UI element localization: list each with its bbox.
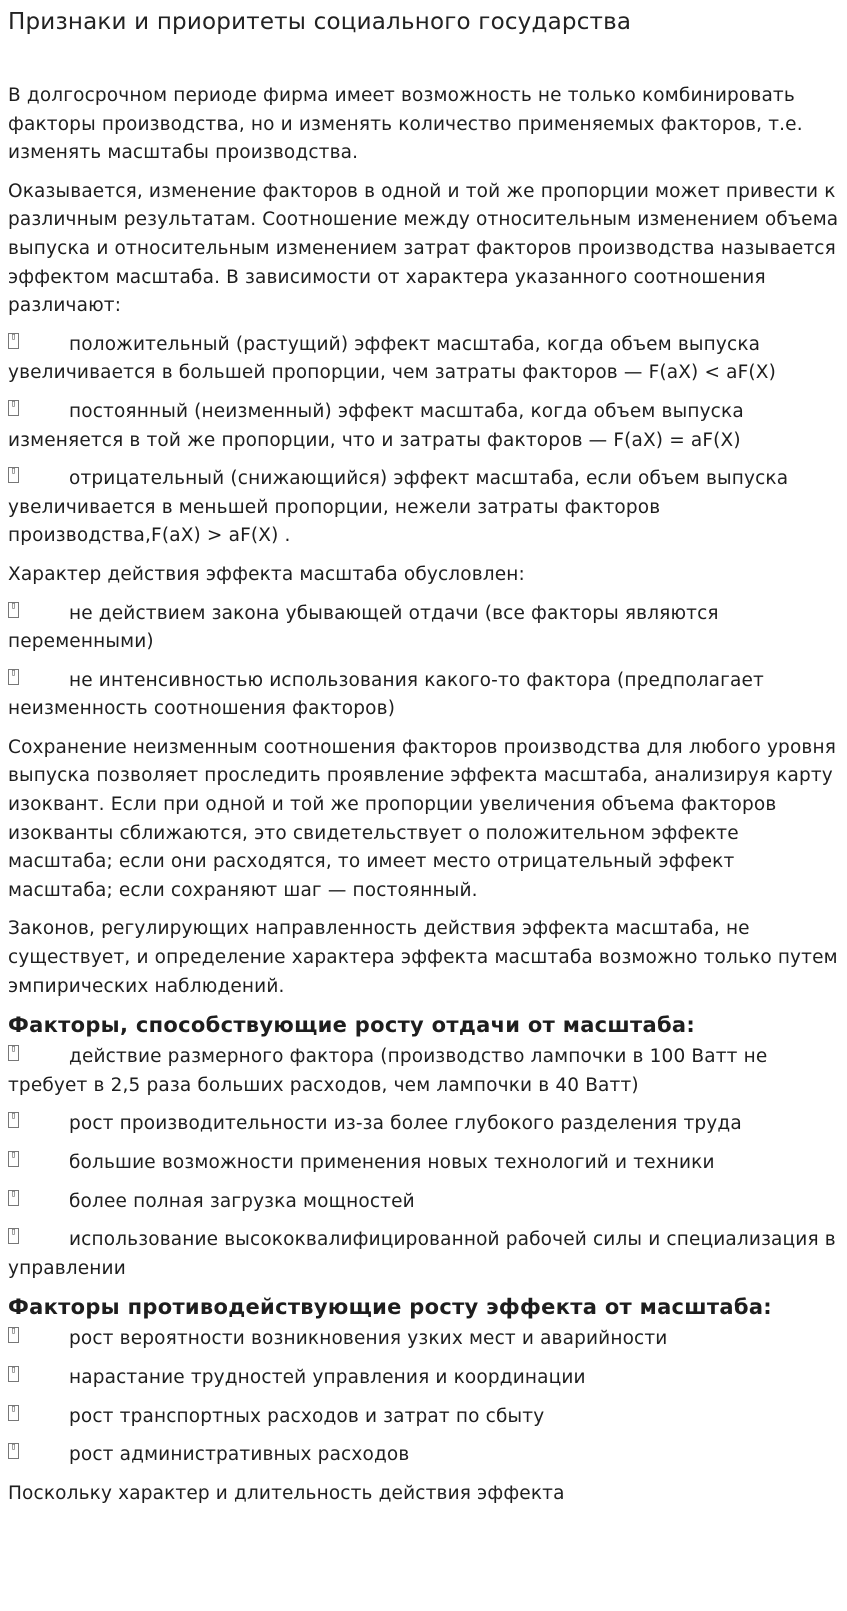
box-glyph-icon: ▯ <box>8 669 19 685</box>
list-item-text: рост административных расходов <box>69 1444 410 1466</box>
list-item-text: постоянный (неизменный) эффект масштаба, когда объем выпуска изменяется в той же пропорции, что и затраты факторов — F(aX) = aF(X) <box>8 400 744 451</box>
box-glyph-icon: ▯ <box>8 1045 19 1061</box>
list-item <box>8 1325 840 1354</box>
box-glyph-icon: ▯ <box>8 1112 19 1128</box>
article <box>8 0 840 1508</box>
box-glyph-icon: ▯ <box>8 1366 19 1382</box>
list-item-text: использование высококвалифицированной рабочей силы и специализация в управлении <box>8 1229 836 1279</box>
list-item-text: рост производительности из-за более глубокого разделения труда <box>69 1113 742 1135</box>
list-item <box>8 1364 840 1393</box>
list-item <box>8 1149 840 1178</box>
list-item <box>8 1188 840 1217</box>
box-glyph-icon: ▯ <box>8 602 19 618</box>
list-item-text: рост транспортных расходов и затрат по сбыту <box>69 1405 545 1427</box>
list-item-text: действие размерного фактора (производство лампочки в 100 Ватт не требует в 2,5 раза больших расходов, чем лампочки в 40 Ватт) <box>8 1046 768 1096</box>
box-glyph-icon: ▯ <box>8 1443 19 1459</box>
list-item-negative-effect <box>8 465 840 551</box>
list-item-text: не действием закона убывающей отдачи (все факторы являются переменными) <box>8 602 719 653</box>
list-item-text: большие возможности применения новых технологий и техники <box>69 1152 715 1173</box>
list-item-text: не интенсивностью использования какого-то фактора (предполагает неизменность соотношения факторов) <box>8 669 764 720</box>
box-glyph-icon: ▯ <box>8 1190 19 1206</box>
paragraph-intro: В долгосрочном периоде фирма имеет возможность не только комбинировать факторы производства, но и изменять количество применяемых факторов, т.е. изменять масштабы производства. <box>8 85 803 164</box>
list-item-no-intensity <box>8 667 840 724</box>
list-item-positive-effect <box>8 331 840 388</box>
box-glyph-icon: ▯ <box>8 467 19 483</box>
section-heading-decreasing: Факторы противодействующие росту эффекта от масштаба: <box>8 1295 772 1320</box>
list-item-constant-effect <box>8 398 840 455</box>
list-item <box>8 1110 840 1139</box>
paragraph-isoquant: Сохранение неизменным соотношения факторов производства для любого уровня выпуска позволяет проследить проявление эффекта масштаба, анализируя карту изоквант. Если при одной и той же пропорции увеличения объема факторов изокванты сближаются, это свидетельствует о положительном эффекте масштаба; если они расходятся, то имеет место отрицательный эффект масштаба; если сохраняют шаг — постоянный. <box>8 736 836 901</box>
paragraph-truncated: Поскольку характер и длительность действия эффекта <box>8 1482 565 1504</box>
page-title: Признаки и приоритеты социального государства <box>8 9 632 35</box>
box-glyph-icon: ▯ <box>8 1228 19 1244</box>
box-glyph-icon: ▯ <box>8 1405 19 1421</box>
list-item-text: отрицательный (снижающийся) эффект масштаба, если объем выпуска увеличивается в меньшей пропорции, нежели затраты факторов производства,F(aX) > aF(X) . <box>8 468 789 547</box>
box-glyph-icon: ▯ <box>8 333 19 349</box>
paragraph-character: Характер действия эффекта масштаба обусловлен: <box>8 563 525 585</box>
paragraph-scale-effect: Оказывается, изменение факторов в одной и той же пропорции может привести к различным результатам. Соотношение между относительным изменением объема выпуска и относительным изменением затрат факторов производства называется эффектом масштаба. В зависимости от характера указанного соотношения различают: <box>8 180 839 317</box>
list-item-text: более полная загрузка мощностей <box>69 1190 415 1212</box>
list-item <box>8 1226 840 1283</box>
list-item-text: рост вероятности возникновения узких мест и аварийности <box>69 1328 668 1350</box>
box-glyph-icon: ▯ <box>8 1327 19 1343</box>
list-item-no-diminishing <box>8 600 840 657</box>
list-item-text: положительный (растущий) эффект масштаба, когда объем выпуска увеличивается в большей пропорции, чем затраты факторов — F(aX) < aF(X) <box>8 333 776 384</box>
box-glyph-icon: ▯ <box>8 400 19 416</box>
section-heading-increasing: Факторы, способствующие росту отдачи от масштаба: <box>8 1013 696 1038</box>
box-glyph-icon: ▯ <box>8 1151 19 1167</box>
paragraph-laws: Законов, регулирующих направленность действия эффекта масштаба, не существует, и определение характера эффекта масштаба возможно только путем эмпирических наблюдений. <box>8 918 838 997</box>
list-item-text: нарастание трудностей управления и координации <box>69 1366 586 1388</box>
list-item <box>8 1043 840 1100</box>
list-item <box>8 1441 840 1470</box>
list-item <box>8 1403 840 1432</box>
